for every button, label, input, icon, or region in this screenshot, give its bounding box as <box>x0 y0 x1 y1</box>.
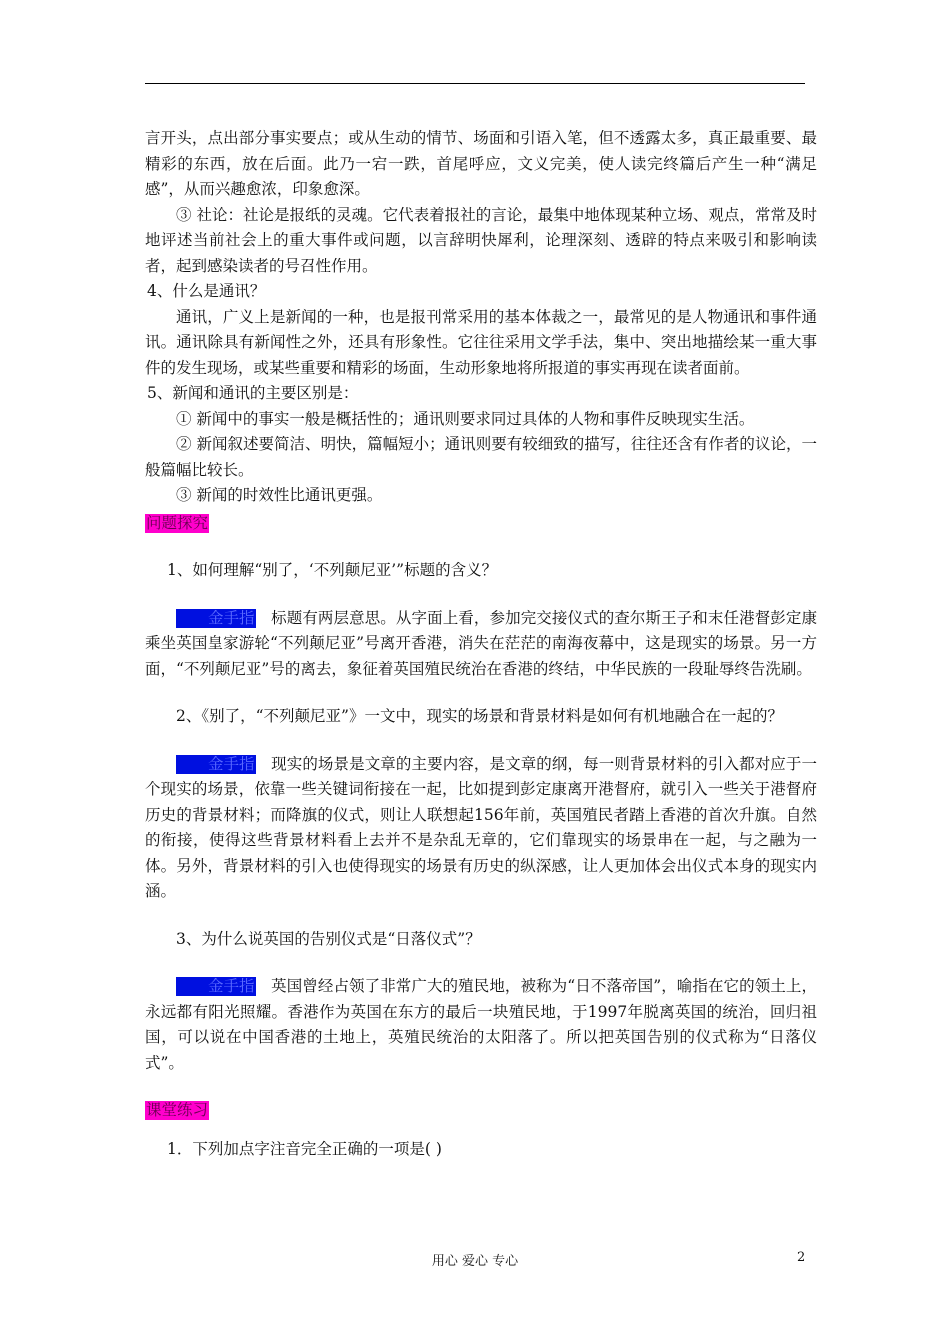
difference-item-2: ② 新闻叙述要简洁、明快，篇幅短小；通讯则要有较细致的描写，往往还含有作者的议论，一般篇幅比较长。 <box>145 435 817 479</box>
paragraph-continuation: 言开头，点出部分事实要点；或从生动的情节、场面和引语入笔，但不透露太多，真正最重要、最精彩的东西，放在后面。此乃一宕一跌，首尾呼应，文义完美，使人读完终篇后产生一种“满足感”，从而兴趣愈浓，印象愈深。 <box>145 129 817 198</box>
header-rule <box>145 83 805 84</box>
heading-differences: 5、新闻和通讯的主要区别是： <box>147 384 359 402</box>
section-label-class-exercise: 课堂练习 <box>146 1101 209 1119</box>
question-3: 3、为什么说英国的告别仪式是“日落仪式”？ <box>176 929 481 948</box>
heading-what-is-tongxun: 4、什么是通讯？ <box>147 282 266 300</box>
answer-3: 英国曾经占领了非常广大的殖民地，被称为“日不落帝国”，喻指在它的领土上，永远都有阳光照耀。香港作为英国在东方的最后一块殖民地，于1997年脱离英国的统治，回归祖国，可以说在中国香港的土地上，英殖民统治的太阳落了。所以把英国告别的仪式称为“日落仪式”。 <box>145 977 817 1072</box>
answer-tag-2: 金手指 <box>176 755 256 774</box>
question-2: 2、《别了，“不列颠尼亚”》一文中，现实的场景和背景材料是如何有机地融合在一起的？ <box>176 707 783 725</box>
answer-1: 标题有两层意思。从字面上看，参加完交接仪式的查尔斯王子和末任港督彭定康乘坐英国皇家游轮“不列颠尼亚”号离开香港，消失在茫茫的南海夜幕中，这是现实的场景。另一方面，“不列颠尼亚”号的离去，象征着英国殖民统治在香港的终结，中华民族的一段耻辱终告洗刷。 <box>145 608 817 678</box>
page-number: 2 <box>797 1250 806 1265</box>
footer-text: 用心 爱心 专心 <box>431 1254 519 1269</box>
section-label-problem-inquiry: 问题探究 <box>146 513 209 532</box>
page-body <box>145 126 817 1162</box>
paragraph-editorial: ③ 社论：社论是报纸的灵魂。它代表着报社的言论，最集中地体现某种立场、观点，常常及时地评述当前社会上的重大事件或问题，以言辞明快犀利，论理深刻、透辟的特点来吸引和影响读者，起到感染读者的号召性作用。 <box>145 205 817 275</box>
difference-item-3: ③ 新闻的时效性比通讯更强。 <box>176 486 383 504</box>
question-1: 1、如何理解“别了，‘不列颠尼亚’”标题的含义？ <box>167 561 498 579</box>
exercise-question-1: 1．下列加点字注音完全正确的一项是( ) <box>167 1139 442 1158</box>
paragraph-tongxun-definition: 通讯，广义上是新闻的一种，也是报刊常采用的基本体裁之一，最常见的是人物通讯和事件通讯。通讯除具有新闻性之外，还具有形象性。它往往采用文学手法，集中、突出地描绘某一重大事件的发生现场，或某些重要和精彩的场面，生动形象地将所报道的事实再现在读者面前。 <box>145 307 817 377</box>
answer-tag-1: 金手指 <box>176 609 256 628</box>
answer-2: 现实的场景是文章的主要内容，是文章的纲，每一则背景材料的引入都对应于一个现实的场景，依靠一些关键词衔接在一起，比如提到彭定康离开港督府，就引入一些关于港督府历史的背景材料；而降旗的仪式，则让人联想起156年前，英国殖民者踏上香港的首次升旗。自然的衔接，使得这些背景材料看上去并不是杂乱无章的，它们靠现实的场景串在一起，与之融为一体。另外，背景材料的引入也使得现实的场景有历史的纵深感，让人更加体会出仪式本身的现实内涵。 <box>145 754 817 900</box>
difference-item-1: ① 新闻中的事实一般是概括性的；通讯则要求同过具体的人物和事件反映现实生活。 <box>176 409 755 428</box>
answer-tag-3: 金手指 <box>176 977 256 996</box>
